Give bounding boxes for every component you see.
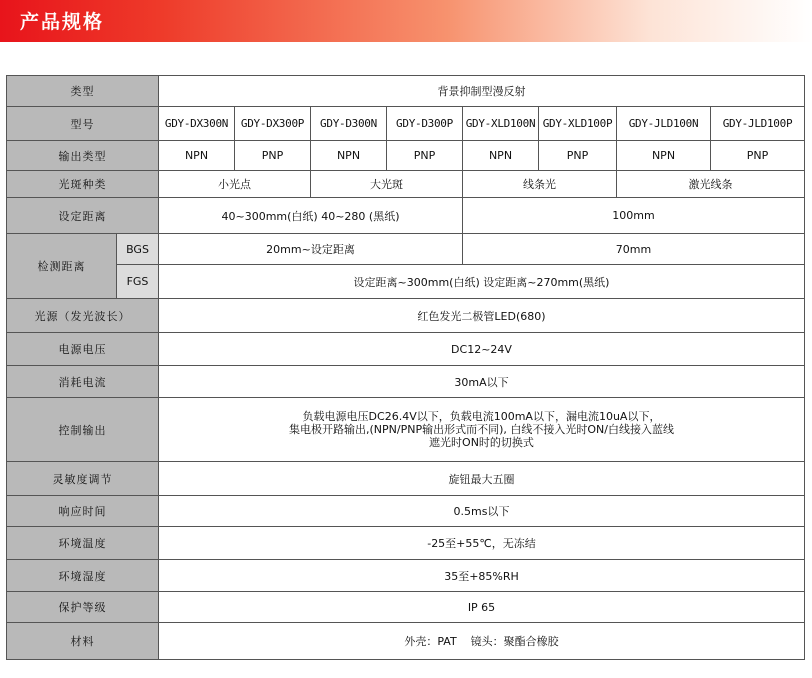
row-label: 光源（发光波长）: [7, 299, 159, 333]
set-distance-cell: 100mm: [463, 198, 805, 234]
bgs-distance-cell: 20mm~设定距离: [159, 234, 463, 265]
output-type-cell: PNP: [539, 141, 617, 171]
sensitivity-value: 旋钮最大五圈: [159, 462, 805, 496]
output-type-cell: NPN: [617, 141, 711, 171]
bgs-distance-cell: 70mm: [463, 234, 805, 265]
row-control-output: [7, 398, 805, 462]
row-detect-distance-fgs: [7, 265, 805, 299]
row-label: 光斑种类: [7, 171, 159, 198]
current-value: 30mA以下: [159, 366, 805, 398]
row-output-type: [7, 141, 805, 171]
row-label: 检测距离: [7, 234, 117, 299]
model-cell: GDY-D300N: [311, 107, 387, 141]
output-type-cell: PNP: [387, 141, 463, 171]
row-response: [7, 496, 805, 527]
model-cell: GDY-XLD100P: [539, 107, 617, 141]
row-label: 控制输出: [7, 398, 159, 462]
row-label: 环境温度: [7, 527, 159, 560]
row-light-source: [7, 299, 805, 333]
row-label: 输出类型: [7, 141, 159, 171]
row-sensitivity: [7, 462, 805, 496]
row-temperature: [7, 527, 805, 560]
model-cell: GDY-D300P: [387, 107, 463, 141]
output-type-cell: PNP: [711, 141, 805, 171]
protection-value: IP 65: [159, 592, 805, 623]
control-output-line: 集电极开路输出,(NPN/PNP输出形式而不同), 白线不接入光时ON/白线接入蓝线: [289, 423, 674, 436]
set-distance-cell: 40~300mm(白纸) 40~280 (黑纸): [159, 198, 463, 234]
light-source-value: 红色发光二极管LED(680): [159, 299, 805, 333]
row-protection: [7, 592, 805, 623]
output-type-cell: NPN: [463, 141, 539, 171]
row-label: 保护等级: [7, 592, 159, 623]
row-label: 类型: [7, 76, 159, 107]
control-output-line: 遮光时ON时的切换式: [429, 436, 534, 449]
row-label: 电源电压: [7, 333, 159, 366]
row-label: 灵敏度调节: [7, 462, 159, 496]
row-humidity: [7, 560, 805, 592]
section-header-banner: [0, 0, 812, 42]
output-type-cell: PNP: [235, 141, 311, 171]
row-label: 型号: [7, 107, 159, 141]
row-type: [7, 76, 805, 107]
response-value: 0.5ms以下: [159, 496, 805, 527]
row-set-distance: [7, 198, 805, 234]
control-output-value: [159, 398, 805, 462]
type-value: 背景抑制型漫反射: [159, 76, 805, 107]
spot-type-cell: 小光点: [159, 171, 311, 198]
row-supply-voltage: [7, 333, 805, 366]
model-cell: GDY-XLD100N: [463, 107, 539, 141]
row-label: 环境湿度: [7, 560, 159, 592]
spot-type-cell: 大光斑: [311, 171, 463, 198]
spec-table: [6, 75, 805, 660]
row-model: [7, 107, 805, 141]
model-cell: GDY-DX300N: [159, 107, 235, 141]
row-material: [7, 623, 805, 660]
row-label: 消耗电流: [7, 366, 159, 398]
row-label: 响应时间: [7, 496, 159, 527]
sub-label-fgs: FGS: [117, 265, 159, 299]
row-current: [7, 366, 805, 398]
model-cell: GDY-JLD100P: [711, 107, 805, 141]
spot-type-cell: 激光线条: [617, 171, 805, 198]
output-type-cell: NPN: [311, 141, 387, 171]
row-detect-distance-bgs: [7, 234, 805, 265]
material-value: 外壳：PAT 镜头：聚酯合橡胶: [159, 623, 805, 660]
section-title: 产品规格: [20, 11, 105, 33]
sub-label-bgs: BGS: [117, 234, 159, 265]
row-spot-type: [7, 171, 805, 198]
supply-voltage-value: DC12~24V: [159, 333, 805, 366]
control-output-line: 负载电源电压DC26.4V以下，负载电流100mA以下，漏电流10uA以下，: [302, 410, 661, 423]
model-cell: GDY-JLD100N: [617, 107, 711, 141]
model-cell: GDY-DX300P: [235, 107, 311, 141]
spot-type-cell: 线条光: [463, 171, 617, 198]
row-label: 设定距离: [7, 198, 159, 234]
temperature-value: -25至+55℃，无冻结: [159, 527, 805, 560]
row-label: 材料: [7, 623, 159, 660]
output-type-cell: NPN: [159, 141, 235, 171]
fgs-distance-cell: 设定距离~300mm(白纸) 设定距离~270mm(黑纸): [159, 265, 805, 299]
humidity-value: 35至+85%RH: [159, 560, 805, 592]
